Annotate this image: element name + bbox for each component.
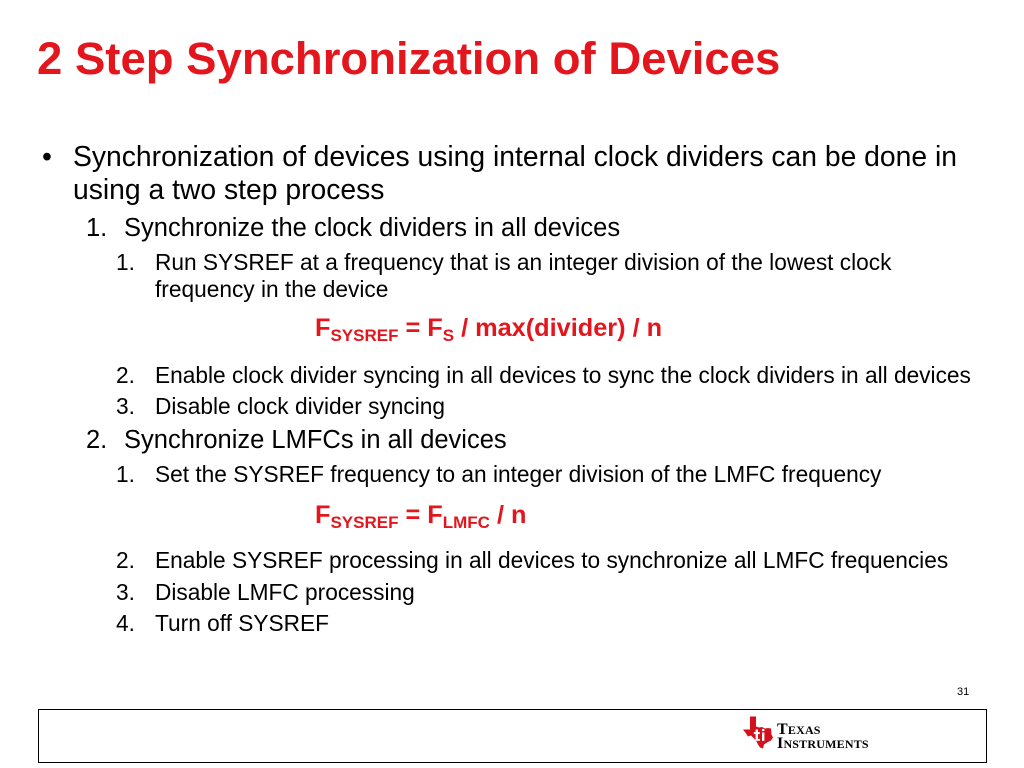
substep-text: Turn off SYSREF (155, 610, 329, 636)
substep-number: 1. (116, 461, 135, 487)
bullet-item (42, 140, 1000, 206)
page-number: 31 (957, 686, 970, 698)
step-text: Synchronize the clock dividers in all devices (124, 214, 621, 242)
formula-operator: = (405, 501, 421, 529)
substep-1-1 (116, 249, 950, 303)
substep-number: 2. (116, 547, 135, 573)
substep-text: Run SYSREF at a frequency that is an integer division of the lowest clock frequency in the device (155, 249, 892, 302)
substep-text: Disable LMFC processing (155, 579, 415, 605)
substep-1-2 (116, 362, 971, 389)
formula-symbol: F (427, 314, 443, 342)
step-1 (86, 213, 620, 243)
substep-number: 4. (116, 610, 135, 636)
bullet-marker: • (42, 140, 52, 172)
formula-sysref-divider (315, 313, 662, 346)
substep-number: 2. (116, 362, 135, 388)
step-2 (86, 425, 507, 455)
substep-2-1 (116, 461, 881, 488)
substep-text: Set the SYSREF frequency to an integer division of the LMFC frequency (155, 461, 882, 487)
substep-1-3 (116, 393, 445, 420)
substep-2-2 (116, 547, 948, 574)
step-text: Synchronize LMFCs in all devices (124, 426, 507, 454)
formula-operator: = (405, 314, 421, 342)
formula-subscript: SYSREF (330, 513, 399, 532)
formula-tail: / n (496, 501, 527, 529)
logo-text-instruments: INSTRUMENTS (777, 735, 869, 752)
logo-text-texas: TEXAS (777, 721, 821, 738)
substep-number: 3. (116, 393, 135, 419)
bullet-text: Synchronization of devices using internal clock dividers can be done in using a two step process (73, 140, 958, 205)
formula-symbol: F (315, 501, 331, 529)
step-number: 1. (86, 214, 108, 242)
substep-2-3 (116, 579, 415, 606)
formula-symbol: F (427, 501, 443, 529)
slide-title: 2 Step Synchronization of Devices (37, 33, 781, 84)
formula-subscript: LMFC (442, 513, 490, 532)
formula-sysref-lmfc (315, 500, 526, 533)
formula-subscript: SYSREF (330, 326, 399, 345)
substep-text: Disable clock divider syncing (155, 393, 446, 419)
substep-2-4 (116, 610, 329, 637)
formula-symbol: F (315, 314, 331, 342)
formula-subscript: S (442, 326, 455, 345)
substep-number: 3. (116, 579, 135, 605)
ti-logo-icon (743, 716, 773, 749)
formula-tail: / max(divider) / n (461, 314, 663, 342)
substep-text: Enable SYSREF processing in all devices to synchronize all LMFC frequencies (155, 547, 949, 573)
substep-number: 1. (116, 249, 135, 275)
substep-text: Enable clock divider syncing in all devices to sync the clock dividers in all devices (155, 362, 971, 388)
step-number: 2. (86, 426, 108, 454)
